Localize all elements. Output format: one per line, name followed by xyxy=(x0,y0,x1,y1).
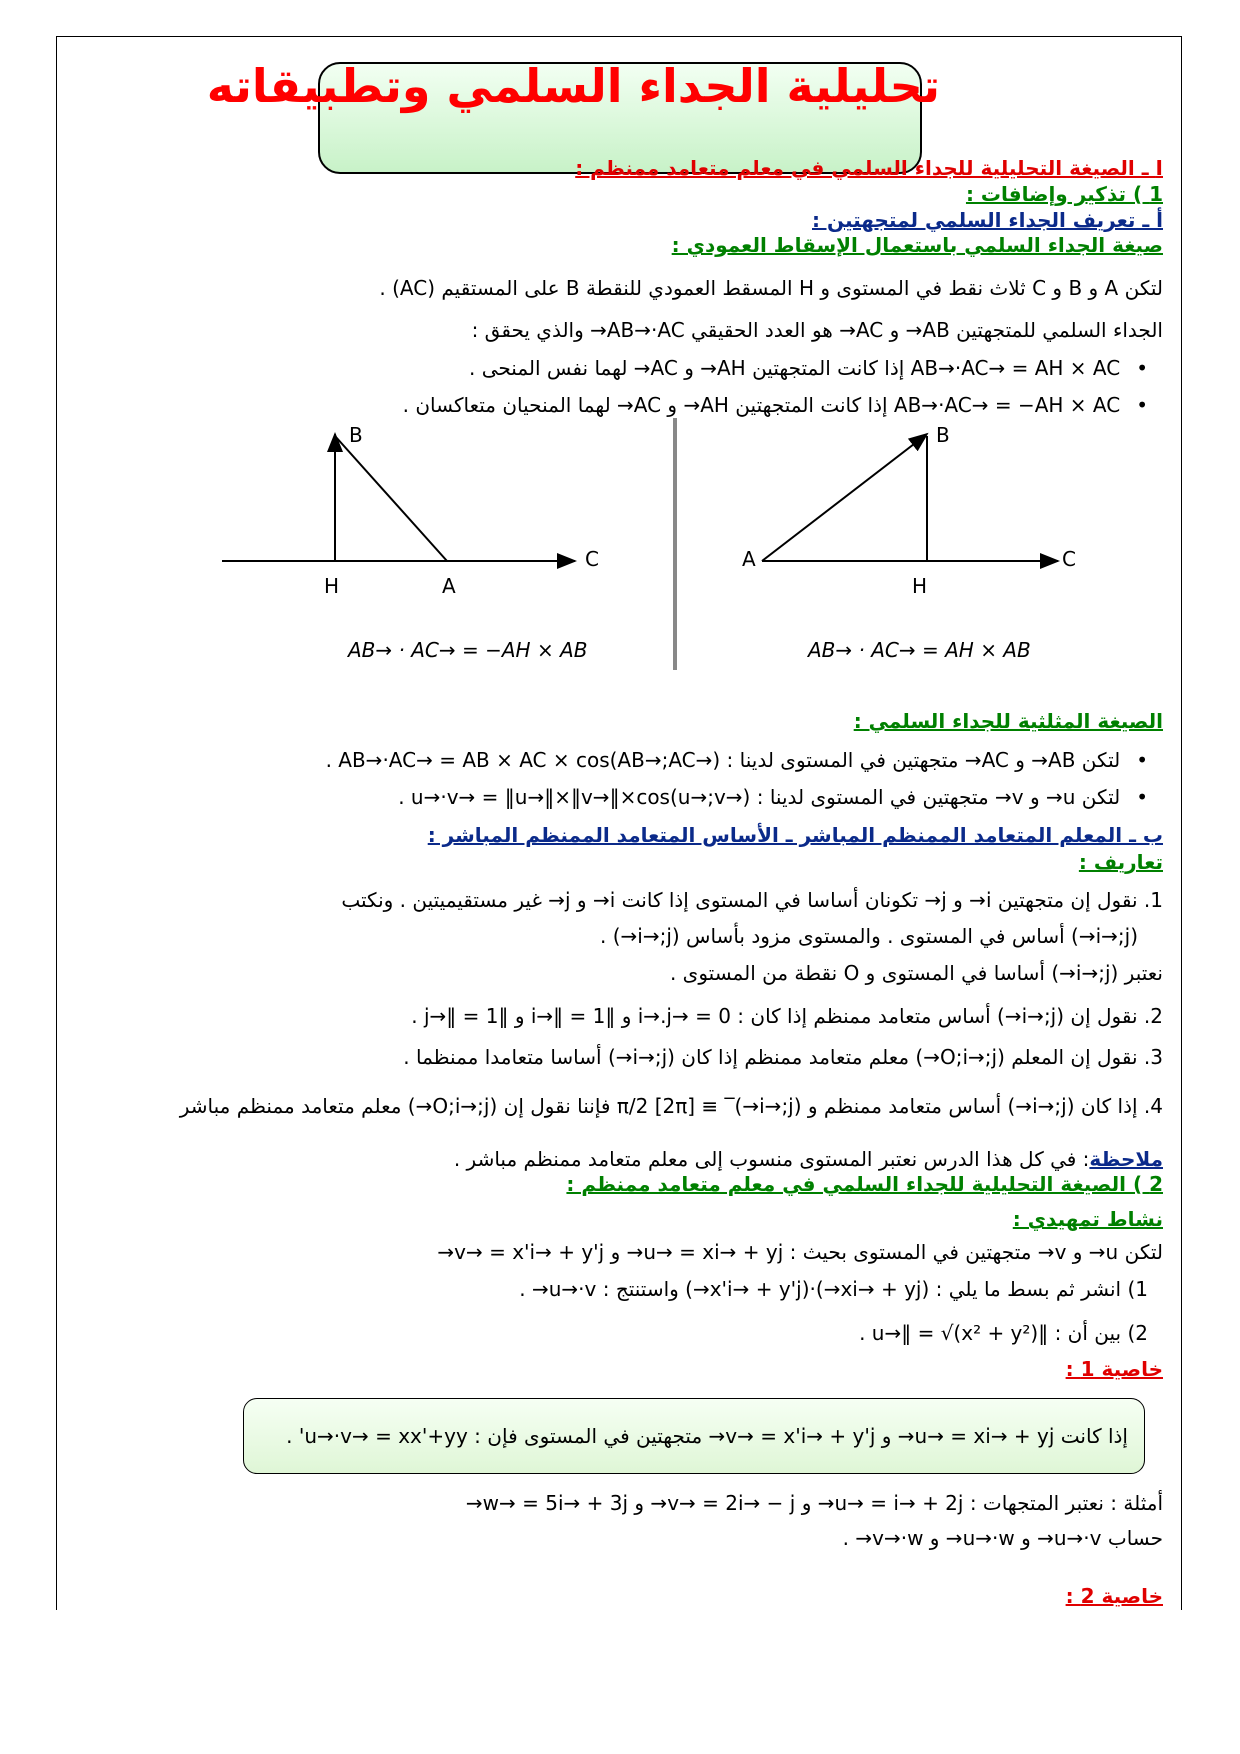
left-segment-ab xyxy=(335,436,447,561)
subsection-heading-b: ب ـ المعلم المتعامد الممنظم المباشر ـ الأساس المتعامد الممنظم المباشر : xyxy=(427,823,1163,847)
examples-line-2: حساب u→·v→ و u→·w→ و v→·w→ . xyxy=(842,1526,1163,1550)
activity-line-3: 2) بين أن : ‖u→‖ = √(x² + y²) . xyxy=(859,1321,1148,1345)
activity-line-1: لتكن u→ و v→ متجهتين في المستوى بحيث : u→ = xi→ + yj→ و v→ = x'i→ + y'j→ xyxy=(437,1240,1163,1264)
left-formula: AB→ · AC→ = −AH × AB xyxy=(348,638,588,662)
property-1-text: إذا كانت u→ = xi→ + yj→ و v→ = x'i→ + y'j→ متجهتين في المستوى فإن : u→·v→ = xx'+yy' . xyxy=(286,1424,1128,1448)
right-formula: AB→ · AC→ = AH × AB xyxy=(808,638,1031,662)
right-label-h: H xyxy=(912,574,928,598)
right-segment-ab xyxy=(762,434,927,561)
left-label-h: H xyxy=(324,574,340,598)
subsection-heading-a: أ ـ تعريف الجداء السلمي لمتجهتين : xyxy=(812,208,1163,232)
definitions-heading: تعاريف : xyxy=(1078,850,1163,874)
section-heading-1: I ـ الصيغة التحليلية للجداء السلمي في معلم متعامد ممنظم : xyxy=(575,156,1163,180)
bullet-icon: • xyxy=(1136,785,1148,809)
bullet-same-direction-text: AB→·AC→ = AH × AC إذا كانت المتجهتين AH→ و AC→ لهما نفس المنحى . xyxy=(469,356,1121,380)
bullet-opposite-direction-text: AB→·AC→ = −AH × AC إذا كانت المتجهتين AH→ و AC→ لهما المنحيان متعاكسان . xyxy=(402,393,1121,417)
definition-4: 4. إذا كان (i→;j→) أساس متعامد ممنظم و (i→;j→)‾ ≡ π/2 [2π] فإننا نقول إن (O;i→;j→) معلم متعامد ممنظم مباشر xyxy=(179,1094,1163,1118)
activity-heading: نشاط تمهيدي : xyxy=(1012,1207,1163,1231)
bullet-trig-ab-ac-text: لتكن AB→ و AC→ متجهتين في المستوى لدينا : AB→·AC→ = AB × AC × cos(AB→;AC→) . xyxy=(325,748,1121,772)
subsection-heading-2: 2 ) الصيغة التحليلية للجداء السلمي في معلم متعامد ممنظم : xyxy=(566,1172,1163,1196)
bullet-icon: • xyxy=(1136,356,1148,380)
note-label: ملاحظة xyxy=(1089,1147,1163,1171)
bullet-trig-u-v xyxy=(398,784,1148,810)
bullet-icon: • xyxy=(1136,748,1148,772)
page-title: تحليلية الجداء السلمي وتطبيقاته xyxy=(206,59,940,113)
left-label-c: C xyxy=(585,547,599,571)
page-bottom-blank xyxy=(56,1610,1186,1754)
definition-2: 2. نقول إن (i→;j→) أساس متعامد ممنظم إذا كان : i→.j→ = 0 و ‖i→‖ = 1 و ‖j→‖ = 1 . xyxy=(411,1004,1163,1028)
projection-heading: صيغة الجداء السلمي باستعمال الإسقاط العمودي : xyxy=(671,233,1163,257)
subsection-heading-1: 1 ) تذكير وإضافات : xyxy=(965,182,1163,206)
left-label-b: B xyxy=(349,423,363,447)
definition-1c: نعتبر (i→;j→) أساسا في المستوى و O نقطة من المستوى . xyxy=(669,961,1163,985)
right-label-c: C xyxy=(1062,547,1076,571)
bullet-icon: • xyxy=(1136,393,1148,417)
left-label-a: A xyxy=(442,574,456,598)
projection-figures xyxy=(0,0,1240,700)
note-text: : في كل هذا الدرس نعتبر المستوى منسوب إلى معلم متعامد ممنظم مباشر . xyxy=(453,1147,1090,1171)
bullet-trig-ab-ac xyxy=(326,747,1148,773)
line-scalar-product-definition: الجداء السلمي للمتجهتين AB→ و AC→ هو العدد الحقيقي AB→·AC→ والذي يحقق : xyxy=(471,318,1163,342)
definition-1a: 1. نقول إن متجهتين i→ و j→ تكونان أساسا في المستوى إذا كانت i→ و j→ غير مستقيميتين . ونكتب xyxy=(341,888,1163,912)
note-line xyxy=(454,1146,1163,1172)
definition-3: 3. نقول إن المعلم (O;i→;j→) معلم متعامد ممنظم إذا كان (i→;j→) أساسا متعامدا ممنظما . xyxy=(403,1045,1163,1069)
bullet-trig-u-v-text: لتكن u→ و v→ متجهتين في المستوى لدينا : u→·v→ = ‖u→‖×‖v→‖×cos(u→;v→) . xyxy=(398,785,1121,809)
line-points-definition: لتكن A و B و C ثلاث نقط في المستوى و H المسقط العمودي للنقطة B على المستقيم (AC) . xyxy=(379,276,1163,300)
right-label-a: A xyxy=(742,547,756,571)
examples-line-1: أمثلة : نعتبر المتجهات : u→ = i→ + 2j→ و v→ = 2i→ − j→ و w→ = 5i→ + 3j→ xyxy=(465,1491,1163,1515)
definition-1b: (i→;j→) أساس في المستوى . والمستوى مزود بأساس (i→;j→) . xyxy=(600,924,1138,948)
right-label-b: B xyxy=(936,423,950,447)
property-2-heading: خاصية 2 : xyxy=(1065,1584,1163,1608)
property-1-heading: خاصية 1 : xyxy=(1065,1357,1163,1381)
trig-heading: الصيغة المثلثية للجداء السلمي : xyxy=(853,709,1163,733)
activity-line-2: 1) انشر ثم بسط ما يلي : (xi→ + yj→)·(x'i→ + y'j→) واستنتج : u→·v→ . xyxy=(519,1277,1148,1301)
figure-separator xyxy=(673,418,677,670)
